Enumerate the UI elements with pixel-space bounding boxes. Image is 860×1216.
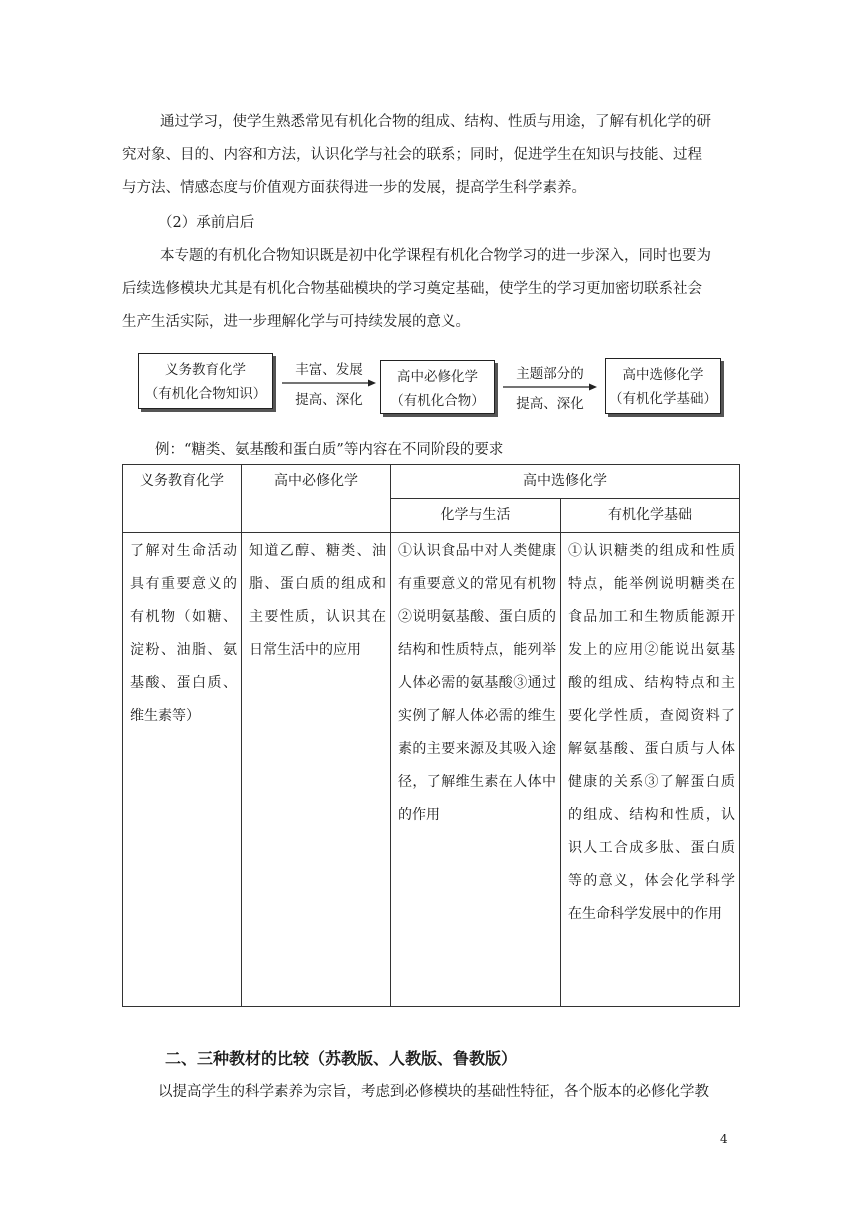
header-organic-basics: 有机化学基础 xyxy=(561,499,740,533)
header-compulsory: 义务教育化学 xyxy=(123,465,242,533)
continuity-line-1: 本专题的有机化合物知识既是初中化学课程有机化合物学习的进一步深入，同时也要为 xyxy=(160,248,711,264)
flow-box-elective-title: 高中选修化学 xyxy=(622,367,704,383)
continuity-line-2: 后续选修模块尤其是有机化合物基础模块的学习奠定基础，使学生的学习更加密切联系社会 xyxy=(122,281,702,297)
cell-compulsory: 了解对生命活动具有重要意义的有机物（如糖、淀粉、油脂、氨基酸、蛋白质、维生素等） xyxy=(123,533,242,1007)
table-header-row xyxy=(123,465,740,499)
flow-box-required xyxy=(380,360,495,414)
flow-box-elective xyxy=(605,358,721,414)
comparison-paragraph xyxy=(158,1076,748,1109)
flow-arrow-2-bottom: 提高、深化 xyxy=(516,396,584,412)
intro-paragraph xyxy=(122,106,742,205)
flow-box-elective-sub: （有机化学基础） xyxy=(609,391,717,407)
cell-organic-basics xyxy=(561,533,740,1007)
table-row xyxy=(123,533,740,1007)
intro-line-1: 通过学习，使学生熟悉常见有机化合物的组成、结构、性质与用途，了解有机化学的研 xyxy=(160,114,711,130)
subsection-heading xyxy=(158,207,778,240)
flow-box-compulsory-title: 义务教育化学 xyxy=(165,362,246,378)
intro-line-3: 与方法、情感态度与价值观方面获得进一步的发展，提高学生科学素养。 xyxy=(122,180,586,196)
arrow-right-icon xyxy=(503,382,597,392)
flow-arrow-1 xyxy=(282,358,376,408)
flow-box-compulsory xyxy=(138,353,273,409)
cell-organic-basics-text: ①认识糖类的组成和性质特点，能举例说明糖类在食品加工和生物质能源开发上的应用②能说出氨基酸的组成、结构特点和主要化学性质，查阅资料了解氨基酸、蛋白质与人体健康的关系③了解蛋白质的组成、结构和性质，认识人工合成多肽、蛋白质等的意义，体会化学科学在生命科学发展中的作用 xyxy=(568,543,735,922)
continuity-paragraph xyxy=(122,240,742,339)
intro-line-2: 究对象、目的、内容和方法，认识化学与社会的联系；同时，促进学生在知识与技能、过程 xyxy=(122,147,702,163)
requirements-table xyxy=(122,464,740,1007)
section-heading: 二、三种教材的比较（苏教版、人教版、鲁教版） xyxy=(165,1049,518,1068)
example-caption-text: 例：“糖类、氨基酸和蛋白质”等内容在不同阶段的要求 xyxy=(155,442,504,458)
header-required: 高中必修化学 xyxy=(242,465,391,533)
flow-box-required-title: 高中必修化学 xyxy=(397,369,478,385)
flow-box-compulsory-sub: （有机化合物知识） xyxy=(144,386,267,402)
example-caption xyxy=(155,434,775,467)
flow-arrow-2-top: 主题部分的 xyxy=(516,366,584,382)
subsection-heading-text: （2）承前启后 xyxy=(158,215,255,231)
continuity-line-3: 生产生活实际，进一步理解化学与可持续发展的意义。 xyxy=(122,314,470,330)
cell-chem-life xyxy=(391,533,561,1007)
flow-arrow-2 xyxy=(503,362,597,412)
cell-required: 知道乙醇、糖类、油脂、蛋白质的组成和主要性质，认识其在日常生活中的应用 xyxy=(242,533,391,1007)
page-number: 4 xyxy=(720,1132,728,1146)
cell-chem-life-text: ①认识食品中对人类健康有重要意义的常见有机物②说明氨基酸、蛋白质的结构和性质特点，能列举人体必需的氨基酸③通过实例了解人体必需的维生素的主要来源及其吸入途径，了解维生素在人体中的作用 xyxy=(398,543,556,823)
header-elective: 高中选修化学 xyxy=(391,465,740,499)
header-chem-life: 化学与生活 xyxy=(391,499,561,533)
flow-box-required-sub: （有机化合物） xyxy=(390,393,485,409)
arrow-right-icon xyxy=(282,378,376,388)
flow-arrow-1-top: 丰富、发展 xyxy=(295,362,363,378)
comparison-line-1: 以提高学生的科学素养为宗旨，考虑到必修模块的基础性特征，各个版本的必修化学教 xyxy=(158,1084,709,1100)
flow-arrow-1-bottom: 提高、深化 xyxy=(295,392,363,408)
